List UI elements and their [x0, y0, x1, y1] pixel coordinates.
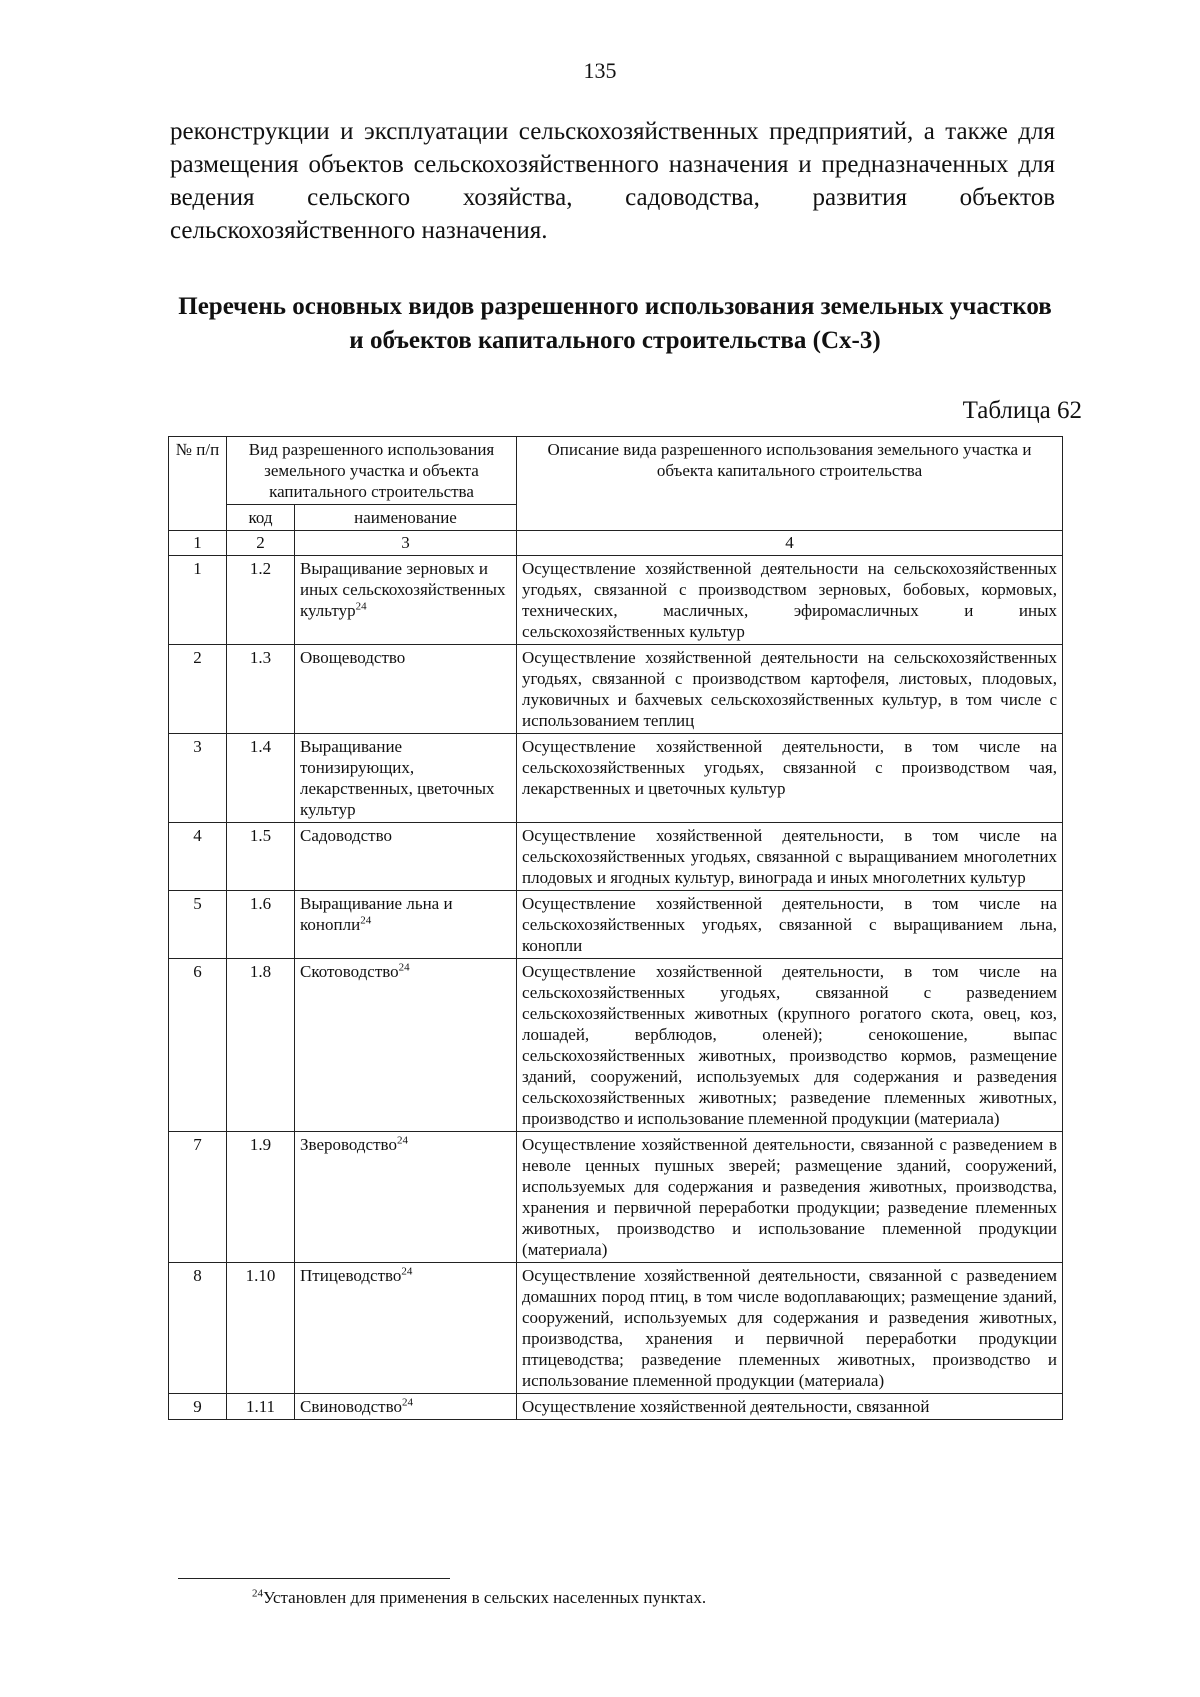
row-description: Осуществление хозяйственной деятельности, в том числе на сельскохозяйственных угодьях, связанной с разведением сельскохозяйственных животных (крупного рогатого скота, овец, коз, лошадей, верблюдов, оленей); сенокошение, выпас сельскохозяйственных животных, производство кормов, размещение зданий, сооружений, используемых для содержания и разведения сельскохозяйственных животных; разведение племенных животных, производство и использование племенной продукции (материала) — [517, 959, 1063, 1132]
row-name: Овощеводство — [300, 648, 406, 667]
header-code: код — [227, 505, 295, 531]
row-number: 8 — [169, 1263, 227, 1394]
row-description: Осуществление хозяйственной деятельности, в том числе на сельскохозяйственных угодьях, связанной с выращиванием многолетних плодовых и ягодных культур, винограда и иных многолетних культур — [517, 823, 1063, 891]
row-description: Осуществление хозяйственной деятельности, связанной с разведением в неволе ценных пушных зверей; размещение зданий, сооружений, используемых для содержания и разведения животных, производства, хранения и первичной переработки продукции; разведение племенных животных, производство и использование племенной продукции (материала) — [517, 1132, 1063, 1263]
row-code: 1.11 — [227, 1394, 295, 1420]
row-name: Садоводство — [300, 826, 392, 845]
row-name-cell — [295, 734, 517, 823]
header-type-group: Вид разрешенного использования земельного участка и объекта капитального строительства — [227, 437, 517, 505]
row-footnote-mark: 24 — [402, 1396, 414, 1409]
table-label: Таблица 62 — [962, 397, 1082, 424]
row-name: Скотоводство — [300, 962, 399, 981]
row-name: Птицеводство — [300, 1266, 402, 1285]
column-number: 4 — [517, 531, 1063, 556]
row-code: 1.2 — [227, 556, 295, 645]
row-code: 1.9 — [227, 1132, 295, 1263]
header-name: наименование — [295, 505, 517, 531]
row-footnote-mark: 24 — [401, 1265, 413, 1278]
row-footnote-mark: 24 — [396, 1134, 408, 1147]
row-code: 1.6 — [227, 891, 295, 959]
row-code: 1.3 — [227, 645, 295, 734]
table-row — [169, 823, 1063, 891]
row-footnote-mark: 24 — [398, 961, 410, 974]
row-description: Осуществление хозяйственной деятельности, связанной с разведением домашних пород птиц, в том числе водоплавающих; размещение зданий, сооружений, используемых для содержания и разведения животных, производства, хранения и первичной переработки продукции птицеводства; разведение племенных животных, производство и использование племенной продукции (материала) — [517, 1263, 1063, 1394]
intro-paragraph: реконструкции и эксплуатации сельскохозяйственных предприятий, а также для размещения объектов сельскохозяйственного назначения и предназначенных для ведения сельского хозяйства, садоводства, развития объектов сельскохозяйственного назначения. — [170, 118, 1055, 244]
row-number: 6 — [169, 959, 227, 1132]
row-number: 5 — [169, 891, 227, 959]
row-description: Осуществление хозяйственной деятельности, в том числе на сельскохозяйственных угодьях, связанной с выращиванием льна, конопли — [517, 891, 1063, 959]
page-number: 135 — [583, 58, 617, 83]
heading-line-2: и объектов капитального строительства (Сх-3) — [349, 327, 881, 354]
row-code: 1.8 — [227, 959, 295, 1132]
header-description: Описание вида разрешенного использования земельного участка и объекта капитального строительства — [517, 437, 1063, 531]
table-row — [169, 734, 1063, 823]
land-use-table — [168, 436, 1063, 1420]
table-row — [169, 1394, 1063, 1420]
row-description: Осуществление хозяйственной деятельности на сельскохозяйственных угодьях, связанной с производством зерновых, бобовых, кормовых, технических, масличных, эфиромасличных и иных сельскохозяйственных культур — [517, 556, 1063, 645]
row-name-cell — [295, 959, 517, 1132]
table-row — [169, 1132, 1063, 1263]
section-heading — [150, 290, 1080, 358]
row-footnote-mark: 24 — [360, 914, 372, 927]
row-name-cell — [295, 556, 517, 645]
column-number: 1 — [169, 531, 227, 556]
footnote-text: Установлен для применения в сельских населенных пунктах. — [263, 1588, 707, 1607]
row-number: 3 — [169, 734, 227, 823]
row-code: 1.10 — [227, 1263, 295, 1394]
row-code: 1.4 — [227, 734, 295, 823]
row-name: Свиноводство — [300, 1397, 403, 1416]
row-description: Осуществление хозяйственной деятельности, в том числе на сельскохозяйственных угодьях, связанной с производством чая, лекарственных и цветочных культур — [517, 734, 1063, 823]
row-name-cell — [295, 1132, 517, 1263]
row-name-cell — [295, 1263, 517, 1394]
row-name-cell — [295, 823, 517, 891]
row-number: 1 — [169, 556, 227, 645]
table-header-row — [169, 437, 1063, 505]
table-row — [169, 959, 1063, 1132]
footnote-mark: 24 — [252, 1587, 263, 1600]
row-number: 9 — [169, 1394, 227, 1420]
table-row — [169, 1263, 1063, 1394]
row-name-cell — [295, 891, 517, 959]
column-number: 2 — [227, 531, 295, 556]
row-footnote-mark: 24 — [355, 600, 367, 613]
table-row — [169, 645, 1063, 734]
heading-line-1: Перечень основных видов разрешенного использования земельных участков — [178, 293, 1052, 320]
footnote-divider — [178, 1578, 450, 1579]
row-name: Выращивание льна и конопли — [300, 894, 453, 934]
row-description: Осуществление хозяйственной деятельности на сельскохозяйственных угодьях, связанной с производством картофеля, листовых, плодовых, луковичных и бахчевых сельскохозяйственных культур, в том числе с использованием теплиц — [517, 645, 1063, 734]
row-name: Звероводство — [300, 1135, 397, 1154]
table-row — [169, 891, 1063, 959]
row-description: Осуществление хозяйственной деятельности, связанной — [517, 1394, 1063, 1420]
header-number: № п/п — [169, 437, 227, 531]
column-numbers-row — [169, 531, 1063, 556]
row-name: Выращивание тонизирующих, лекарственных, цветочных культур — [300, 737, 495, 819]
row-name-cell — [295, 645, 517, 734]
row-number: 2 — [169, 645, 227, 734]
row-name-cell — [295, 1394, 517, 1420]
footnote — [252, 1588, 706, 1608]
row-number: 4 — [169, 823, 227, 891]
row-number: 7 — [169, 1132, 227, 1263]
row-name: Выращивание зерновых и иных сельскохозяйственных культур — [300, 559, 506, 620]
table-row — [169, 556, 1063, 645]
column-number: 3 — [295, 531, 517, 556]
row-code: 1.5 — [227, 823, 295, 891]
